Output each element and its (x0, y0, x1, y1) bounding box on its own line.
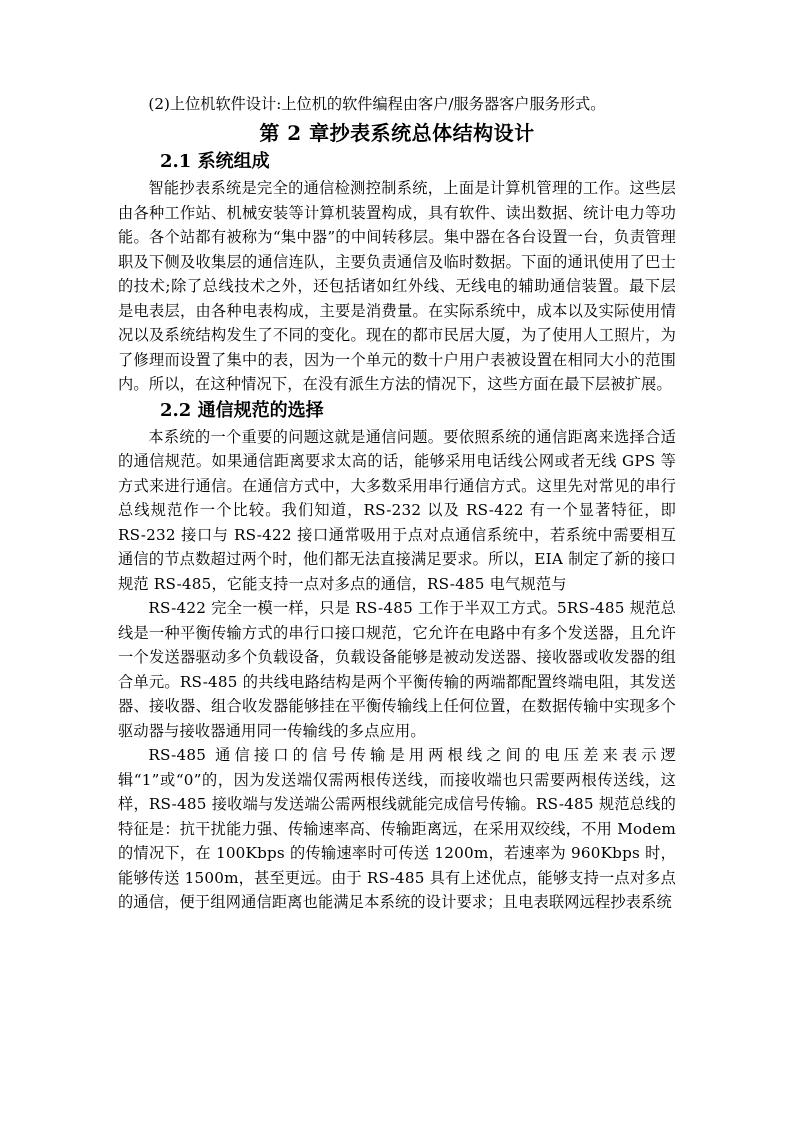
intro-line: (2)上位机软件设计:上位机的软件编程由客户/服务器客户服务形式。 (148, 95, 606, 113)
paragraph-communication-problem: 本系统的一个重要的问题这就是通信问题。要依照系统的通信距离来选择合适的通信规范。如果通信距离要求太高的话，能够采用电话线公网或者无线 GPS 等方式来进行通信。在通信方式中，大多数采用串行通信方式。这里先对常见的串行总线规范作一个比较。我们知道，RS-232 以及 RS-422 有一个显著特征，即 RS-232 接口与 RS-422 接口通常吸用于点对点通信系统中，若系统中需要相互通信的节点数超过两个时，他们都无法直接满足要求。所以，EIA 制定了新的接口规范 RS-485，它能支持一点对多点的通信，RS-485 电气规范与 (118, 427, 676, 593)
paragraph-rs485-transmission: RS-485 通信接口的信号传输是用两根线之间的电压差来表示逻辑“1”或“0”的，因为发送端仅需两根传送线，而接收端也只需要两根传送线，这样，RS-485 接收端与发送端公需两根线就能完成信号传输。RS-485 规范总线的特征是：抗干扰能力强、传输速率高、传输距离远，在采用双绞线，不用 Modem 的情况下，在 100Kbps 的传输速率时可传送 1200m，若速率为 960Kbps 时，能够传送 1500m，甚至更远。由于 RS-485 具有上述优点，能够支持一点对多点的通信，便于组网通信距离也能满足本系统的设计要求；且电表联网远程抄表系统 (118, 746, 676, 911)
paragraph-rs485-spec: RS-422 完全一模一样，只是 RS-485 工作于半双工方式。5RS-485 规范总线是一种平衡传输方式的串行口接口规范，它允许在电路中有多个发送器，且允许一个发送器驱动多个负载设备，负载设备能够是被动发送器、接收器或收发器的组合单元。RS-485 的共线电路结构是两个平衡传输的两端都配置终端电阻，其发送器、接收器、组合收发器能够挂在平衡传输线上任何位置，在数据传输中实现多个驱动器与接收器通用同一传输线的多点应用。 (118, 599, 676, 740)
section-title-2-1: 2.1 系统组成 (160, 151, 270, 172)
paragraph-system-composition: 智能抄表系统是完全的通信检测控制系统，上面是计算机管理的工作。这些层由各种工作站、机械安装等计算机装置构成，具有软件、读出数据、统计电力等功能。各个站都有被称为“集中器”的中间转移层。集中器在各台设置一台，负责管理职及下侧及收集层的通信连队，主要负责通信及临时数据。下面的通讯使用了巴士的技术;除了总线技术之外，还包括诸如红外线、无线电的辅助通信装置。最下层是电表层，由各种电表构成，主要是消费量。在实际系统中，成本以及实际使用情况以及系统结构发生了不同的变化。现在的都市民居大厦，为了使用人工照片，为了修理而设置了集中的表，因为一个单元的数十户用户表被设置在相同大小的范围内。所以，在这种情况下，在没有派生方法的情况下，这些方面在最下层被扩展。 (118, 179, 676, 393)
chapter-title: 第 2 章抄表系统总体结构设计 (259, 121, 535, 145)
section-title-2-2: 2.2 通信规范的选择 (160, 399, 324, 421)
document-body (118, 92, 676, 915)
